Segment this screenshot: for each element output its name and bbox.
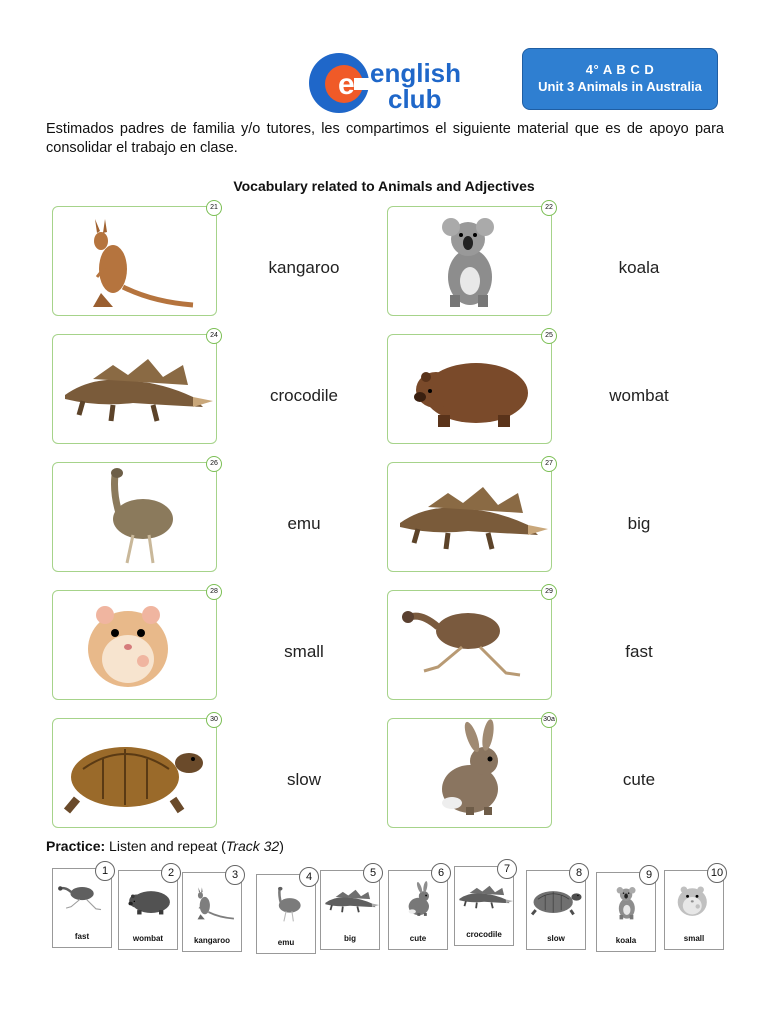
practice-card xyxy=(526,867,586,950)
vocab-card xyxy=(52,334,217,444)
practice-card-number: 6 xyxy=(431,863,451,883)
practice-card xyxy=(388,867,448,950)
vocab-card xyxy=(52,206,217,316)
vocab-word: emu xyxy=(287,514,321,533)
crocodile-icon xyxy=(388,463,553,573)
vocab-card-number: 22 xyxy=(541,200,557,216)
practice-card-label: wombat xyxy=(132,934,164,943)
vocab-card xyxy=(387,462,552,572)
vocab-card-number: 25 xyxy=(541,328,557,344)
unit-badge xyxy=(522,48,718,110)
kangaroo-icon xyxy=(53,207,218,317)
logo-letter: e xyxy=(338,68,355,101)
crocodile-icon xyxy=(53,335,218,445)
practice-card xyxy=(256,871,316,954)
practice-card-label: slow xyxy=(547,934,565,943)
vocab-card xyxy=(387,716,555,828)
vocab-word: wombat xyxy=(609,386,669,405)
hamster-icon xyxy=(53,591,218,701)
practice-card-label: small xyxy=(683,934,705,943)
practice-card-number: 5 xyxy=(363,863,383,883)
vocab-word: slow xyxy=(286,770,321,789)
emu-icon xyxy=(53,463,218,573)
practice-card-label: fast xyxy=(74,932,90,941)
vocabulary-title: Vocabulary related to Animals and Adjectives xyxy=(233,178,535,194)
practice-card-label: crocodile xyxy=(466,930,502,939)
practice-card xyxy=(118,867,178,950)
practice-card xyxy=(664,867,724,950)
practice-card-number: 9 xyxy=(639,865,659,885)
practice-card xyxy=(182,869,242,952)
practice-card xyxy=(52,865,112,948)
vocab-card xyxy=(387,334,552,444)
vocab-word: kangaroo xyxy=(268,258,340,277)
vocab-word: koala xyxy=(618,258,660,277)
vocab-card-number: 27 xyxy=(541,456,557,472)
practice-text: Listen and repeat ( xyxy=(105,838,226,854)
wombat-icon xyxy=(388,335,553,445)
vocab-card-number: 26 xyxy=(206,456,222,472)
logo-text-club: club xyxy=(388,84,442,114)
vocab-card-number: 24 xyxy=(206,328,222,344)
practice-card-number: 7 xyxy=(497,859,517,879)
koala-icon xyxy=(388,207,553,317)
vocab-card-number: 29 xyxy=(541,584,557,600)
practice-card-label: big xyxy=(344,934,356,943)
rabbit-icon xyxy=(388,719,553,829)
vocab-card xyxy=(52,462,217,572)
practice-card-label: koala xyxy=(615,936,637,945)
practice-label: Practice: xyxy=(46,838,106,854)
vocab-card-number: 30a xyxy=(541,712,557,728)
turtle-icon xyxy=(53,719,218,829)
vocab-word: big xyxy=(627,514,651,533)
practice-instructions xyxy=(46,838,284,854)
vocab-card-number: 30 xyxy=(206,712,222,728)
badge-unit: Unit 3 Animals in Australia xyxy=(538,79,702,94)
logo-text-english: english xyxy=(370,58,462,88)
vocab-card xyxy=(52,718,217,828)
practice-card-number: 8 xyxy=(569,863,589,883)
vocab-word: crocodile xyxy=(269,386,339,405)
practice-card-number: 4 xyxy=(299,867,319,887)
practice-track: Track 32 xyxy=(225,838,280,854)
practice-card-number: 2 xyxy=(161,863,181,883)
vocab-word: cute xyxy=(622,770,656,789)
practice-card-number: 10 xyxy=(707,863,727,883)
practice-card xyxy=(596,869,656,952)
practice-card-number: 3 xyxy=(225,865,245,885)
badge-grades: 4° A B C D xyxy=(585,62,655,77)
practice-card-number: 1 xyxy=(95,861,115,881)
vocab-card xyxy=(387,206,552,316)
vocab-card-number: 28 xyxy=(206,584,222,600)
vocab-word: small xyxy=(284,642,324,661)
practice-card-label: emu xyxy=(277,938,295,947)
practice-card xyxy=(320,867,380,950)
practice-card-label: kangaroo xyxy=(193,936,230,945)
vocab-card-number: 21 xyxy=(206,200,222,216)
vocab-card xyxy=(387,590,552,700)
practice-card xyxy=(454,863,514,946)
english-club-logo xyxy=(304,48,474,118)
intro-paragraph: Estimados padres de familia y/o tutores, les compartimos el siguiente material que es de apoyo para consolidar el trabajo en clase. xyxy=(46,121,724,156)
practice-card-label: cute xyxy=(409,934,427,943)
vocab-word: fast xyxy=(625,642,653,661)
vocab-card xyxy=(52,590,217,700)
running-emu-icon xyxy=(388,591,553,701)
practice-close: ) xyxy=(279,838,284,854)
